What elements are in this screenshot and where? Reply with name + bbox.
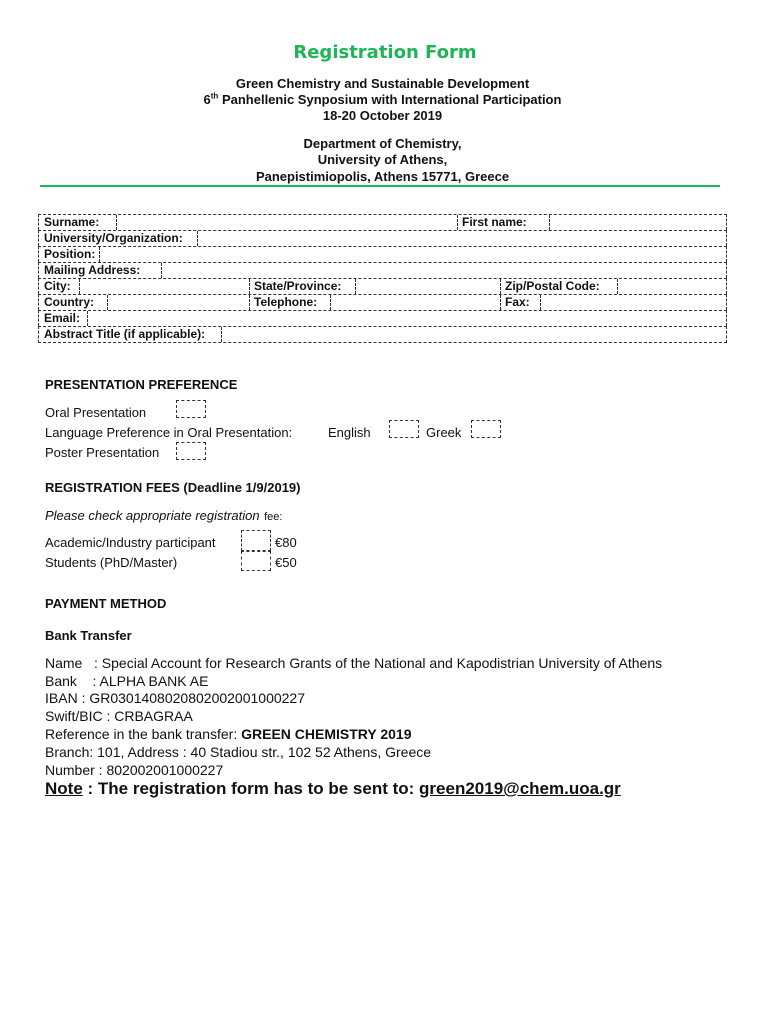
zip-label: Zip/Postal Code: xyxy=(505,279,600,293)
note-text: : The registration form has to be sent to: xyxy=(82,779,420,798)
poster-presentation-label: Poster Presentation xyxy=(45,445,160,460)
header-divider xyxy=(40,185,720,187)
first-name-field[interactable] xyxy=(549,215,550,230)
form-row-country xyxy=(38,294,727,310)
city-label: City: xyxy=(44,279,71,293)
greek-checkbox[interactable] xyxy=(471,420,501,438)
state-label: State/Province: xyxy=(254,279,342,293)
students-fee-label: Students (PhD/Master) xyxy=(45,555,178,570)
email-label: Email: xyxy=(44,311,81,325)
zip-field[interactable] xyxy=(617,279,618,294)
page-title: Registration Form xyxy=(293,42,477,63)
symposium-line xyxy=(0,92,765,108)
submission-note xyxy=(45,779,621,799)
reference-prefix: Reference in the bank transfer: xyxy=(45,726,242,742)
language-preference-label: Language Preference in Oral Presentation: xyxy=(45,425,293,440)
abstract-title-label: Abstract Title (if applicable): xyxy=(44,327,206,341)
bank-transfer-heading: Bank Transfer xyxy=(45,628,132,643)
surname-field[interactable] xyxy=(116,215,117,230)
reference-value: GREEN CHEMISTRY 2019 xyxy=(241,726,412,742)
poster-presentation-checkbox[interactable] xyxy=(176,442,206,460)
fee-instruction-tail: fee: xyxy=(264,511,283,523)
country-field[interactable] xyxy=(107,295,108,310)
first-name-label: First name: xyxy=(462,215,527,229)
edition-number: 6 xyxy=(203,92,211,107)
university-label: University/Organization: xyxy=(44,231,183,245)
address-line: Panepistimiopolis, Athens 15771, Greece xyxy=(255,169,510,184)
fax-field[interactable] xyxy=(540,295,541,310)
presentation-heading: PRESENTATION PREFERENCE xyxy=(45,377,238,392)
city-field[interactable] xyxy=(79,279,80,294)
contact-email-link[interactable]: green2019@chem.uoa.gr xyxy=(419,779,621,798)
mailing-address-field[interactable] xyxy=(161,263,162,278)
fee-instruction xyxy=(45,507,282,525)
form-row-university xyxy=(38,230,727,246)
form-row-city xyxy=(38,278,727,294)
mailing-address-label: Mailing Address: xyxy=(44,263,141,277)
registration-details-form xyxy=(38,214,727,343)
department-line: Department of Chemistry, xyxy=(303,136,462,151)
note-label: Note xyxy=(45,779,83,798)
conference-dates: 18-20 October 2019 xyxy=(322,108,443,123)
students-fee-checkbox[interactable] xyxy=(241,551,271,571)
greek-label: Greek xyxy=(426,425,462,440)
country-label: Country: xyxy=(44,295,94,309)
oral-presentation-checkbox[interactable] xyxy=(176,400,206,418)
account-name-line: Name : Special Account for Research Grants of the National and Kapodistrian University of Athens xyxy=(45,655,663,671)
symposium-name: Panhellenic Synposium with International Participation xyxy=(218,92,562,107)
oral-presentation-label: Oral Presentation xyxy=(45,405,147,420)
form-row-position xyxy=(38,246,727,262)
position-field[interactable] xyxy=(99,247,100,262)
academic-fee-checkbox[interactable] xyxy=(241,530,271,551)
registration-fees-heading: REGISTRATION FEES (Deadline 1/9/2019) xyxy=(45,480,301,495)
abstract-title-field[interactable] xyxy=(221,327,222,342)
reference-line xyxy=(45,725,412,743)
university-field[interactable] xyxy=(197,231,198,246)
fee-instruction-text: Please check appropriate registration xyxy=(45,508,260,523)
academic-fee-label: Academic/Industry participant xyxy=(45,535,216,550)
fax-label: Fax: xyxy=(505,295,530,309)
account-number-line: Number : 802002001000227 xyxy=(45,762,224,778)
english-checkbox[interactable] xyxy=(389,420,419,438)
payment-method-heading: PAYMENT METHOD xyxy=(45,596,167,611)
bank-line: Bank : ALPHA BANK AE xyxy=(45,673,209,689)
form-row-names xyxy=(38,214,727,230)
academic-fee-price: €80 xyxy=(275,535,297,550)
conference-name: Green Chemistry and Sustainable Development xyxy=(235,76,530,91)
iban-line: IBAN : GR0301408020802002001000227 xyxy=(45,690,305,706)
swift-line: Swift/BIC : CRBAGRAA xyxy=(45,708,193,724)
state-field[interactable] xyxy=(355,279,356,294)
telephone-label: Telephone: xyxy=(254,295,318,309)
surname-label: Surname: xyxy=(44,215,100,229)
telephone-field[interactable] xyxy=(330,295,331,310)
edition-suffix: th xyxy=(210,91,219,101)
email-field[interactable] xyxy=(87,311,88,326)
students-fee-price: €50 xyxy=(275,555,297,570)
form-row-mailing xyxy=(38,262,727,278)
position-label: Position: xyxy=(44,247,96,261)
form-row-abstract xyxy=(38,326,727,343)
english-label: English xyxy=(328,425,371,440)
university-line: University of Athens, xyxy=(317,152,448,167)
form-row-email xyxy=(38,310,727,326)
branch-line: Branch: 101, Address : 40 Stadiou str., 102 52 Athens, Greece xyxy=(45,744,432,760)
